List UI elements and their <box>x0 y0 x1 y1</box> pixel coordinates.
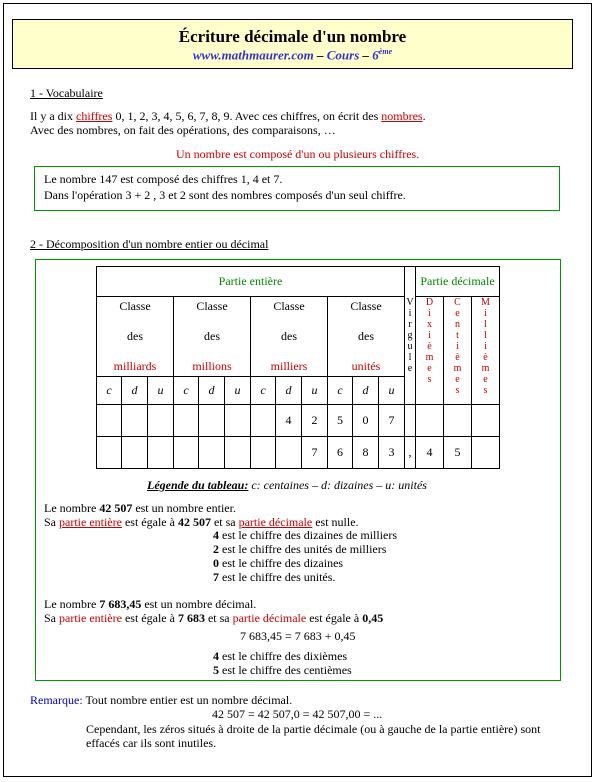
row2-cell <box>276 437 302 469</box>
row2-cell <box>472 437 500 469</box>
subtitle: www.mathmaurer.com – Cours – 6ème <box>192 47 393 63</box>
n2-line1: Le nombre 7 683,45 est un nombre décimal. <box>44 597 257 611</box>
row1-cell <box>472 405 500 437</box>
section1-heading: 1 - Vocabulaire <box>30 86 103 100</box>
cdu-cell: u <box>379 377 405 405</box>
level-label: 6 <box>372 47 379 63</box>
cdu-cell: c <box>251 377 276 405</box>
row1-cell <box>199 405 225 437</box>
table-legend: Légende du tableau: c: centaines – d: dizaines – u: unités <box>147 478 427 492</box>
row1-cell: 2 <box>302 405 328 437</box>
site-link[interactable]: www.mathmaurer.com <box>192 47 314 63</box>
row1-cell <box>405 405 416 437</box>
n1-item: 2 est le chiffre des unités de milliers <box>213 542 387 556</box>
row1-cell <box>251 405 276 437</box>
n1-line2: Sa partie entière est égale à 42 507 et sa partie décimale est nulle. <box>44 515 359 529</box>
cdu-cell: c <box>328 377 353 405</box>
section2-heading: 2 - Décomposition d'un nombre entier ou décimal <box>30 237 269 251</box>
row2-cell: 4 <box>416 437 444 469</box>
example-line2: Dans l'opération 3 + 2 , 3 et 2 sont des nombres composés d'un seul chiffre. <box>44 188 406 202</box>
row2-cell <box>251 437 276 469</box>
row2-cell: , <box>405 437 416 469</box>
row1-cell <box>97 405 122 437</box>
col-dixiemes: D i x i è m e s <box>416 297 444 405</box>
n2-item: 5 est le chiffre des centièmes <box>213 663 352 677</box>
example-line1: Le nombre 147 est composé des chiffres 1, 4 et 7. <box>44 172 283 186</box>
header-partie-entiere: Partie entière <box>97 267 405 297</box>
row2-cell <box>199 437 225 469</box>
n1-line1: Le nombre 42 507 est un nombre entier. <box>44 501 236 515</box>
remark-line1: Remarque: Tout nombre entier est un nombre décimal. <box>30 693 293 707</box>
cdu-cell: u <box>302 377 328 405</box>
row2-cell: 6 <box>328 437 353 469</box>
row1-cell: 4 <box>276 405 302 437</box>
n2-equation: 7 683,45 = 7 683 + 0,45 <box>240 629 356 643</box>
page-title: Écriture décimale d'un nombre <box>178 27 407 46</box>
remark-para1: Cependant, les zéros situés à droite de la partie décimale (ou à gauche de la partie entière) sont <box>86 722 541 736</box>
remark-equation: 42 507 = 42 507,0 = 42 507,00 = ... <box>212 707 383 721</box>
cdu-cell: d <box>122 377 148 405</box>
col-milliemes: M i l l i è m e s <box>472 297 500 405</box>
vocab-line1: Il y a dix chiffres 0, 1, 2, 3, 4, 5, 6, 7, 8, 9. Avec ces chiffres, on écrit des nombres. <box>30 109 426 123</box>
place-value-table <box>96 266 500 469</box>
row2-cell <box>148 437 174 469</box>
row2-cell: 8 <box>353 437 379 469</box>
vocab-line2: Avec des nombres, on fait des opérations, des comparaisons, … <box>30 123 336 137</box>
n1-item: 0 est le chiffre des dizaines <box>213 556 344 570</box>
row2-cell <box>174 437 199 469</box>
cdu-cell: u <box>148 377 174 405</box>
course-label: Cours <box>326 47 360 63</box>
row1-cell: 7 <box>379 405 405 437</box>
cdu-cell: c <box>97 377 122 405</box>
row1-cell <box>416 405 444 437</box>
row1-cell: 0 <box>353 405 379 437</box>
class-milliards: Classe des milliards <box>97 297 174 377</box>
row1-cell <box>122 405 148 437</box>
virgule-column: V i r g u l e <box>405 267 416 405</box>
col-centiemes: C e n t i è m e s <box>444 297 472 405</box>
row1-cell <box>148 405 174 437</box>
row1-cell <box>174 405 199 437</box>
class-millions: Classe des millions <box>174 297 251 377</box>
cdu-cell: d <box>199 377 225 405</box>
class-unites: Classe des unités <box>328 297 405 377</box>
n1-item: 4 est le chiffre des dizaines de milliers <box>213 528 398 542</box>
n1-item: 7 est le chiffre des unités. <box>213 570 336 584</box>
n2-line2: Sa partie entière est égale à 7 683 et sa partie décimale est égale à 0,45 <box>44 611 384 625</box>
row2-cell <box>225 437 251 469</box>
row1-cell <box>444 405 472 437</box>
row2-cell: 7 <box>302 437 328 469</box>
cdu-cell: d <box>353 377 379 405</box>
row1-cell: 5 <box>328 405 353 437</box>
class-milliers: Classe des milliers <box>251 297 328 377</box>
header-partie-decimale: Partie décimale <box>416 267 500 297</box>
row1-cell <box>225 405 251 437</box>
cdu-cell: d <box>276 377 302 405</box>
cdu-cell: c <box>174 377 199 405</box>
n2-item: 4 est le chiffre des dixièmes <box>213 649 348 663</box>
row2-cell <box>97 437 122 469</box>
row2-cell <box>122 437 148 469</box>
remark-para2: effacés car ils sont inutiles. <box>86 736 217 750</box>
row2-cell: 5 <box>444 437 472 469</box>
cdu-cell: u <box>225 377 251 405</box>
header-banner <box>12 19 573 69</box>
rule-text: Un nombre est composé d'un ou plusieurs chiffres. <box>176 147 420 161</box>
row2-cell: 3 <box>379 437 405 469</box>
